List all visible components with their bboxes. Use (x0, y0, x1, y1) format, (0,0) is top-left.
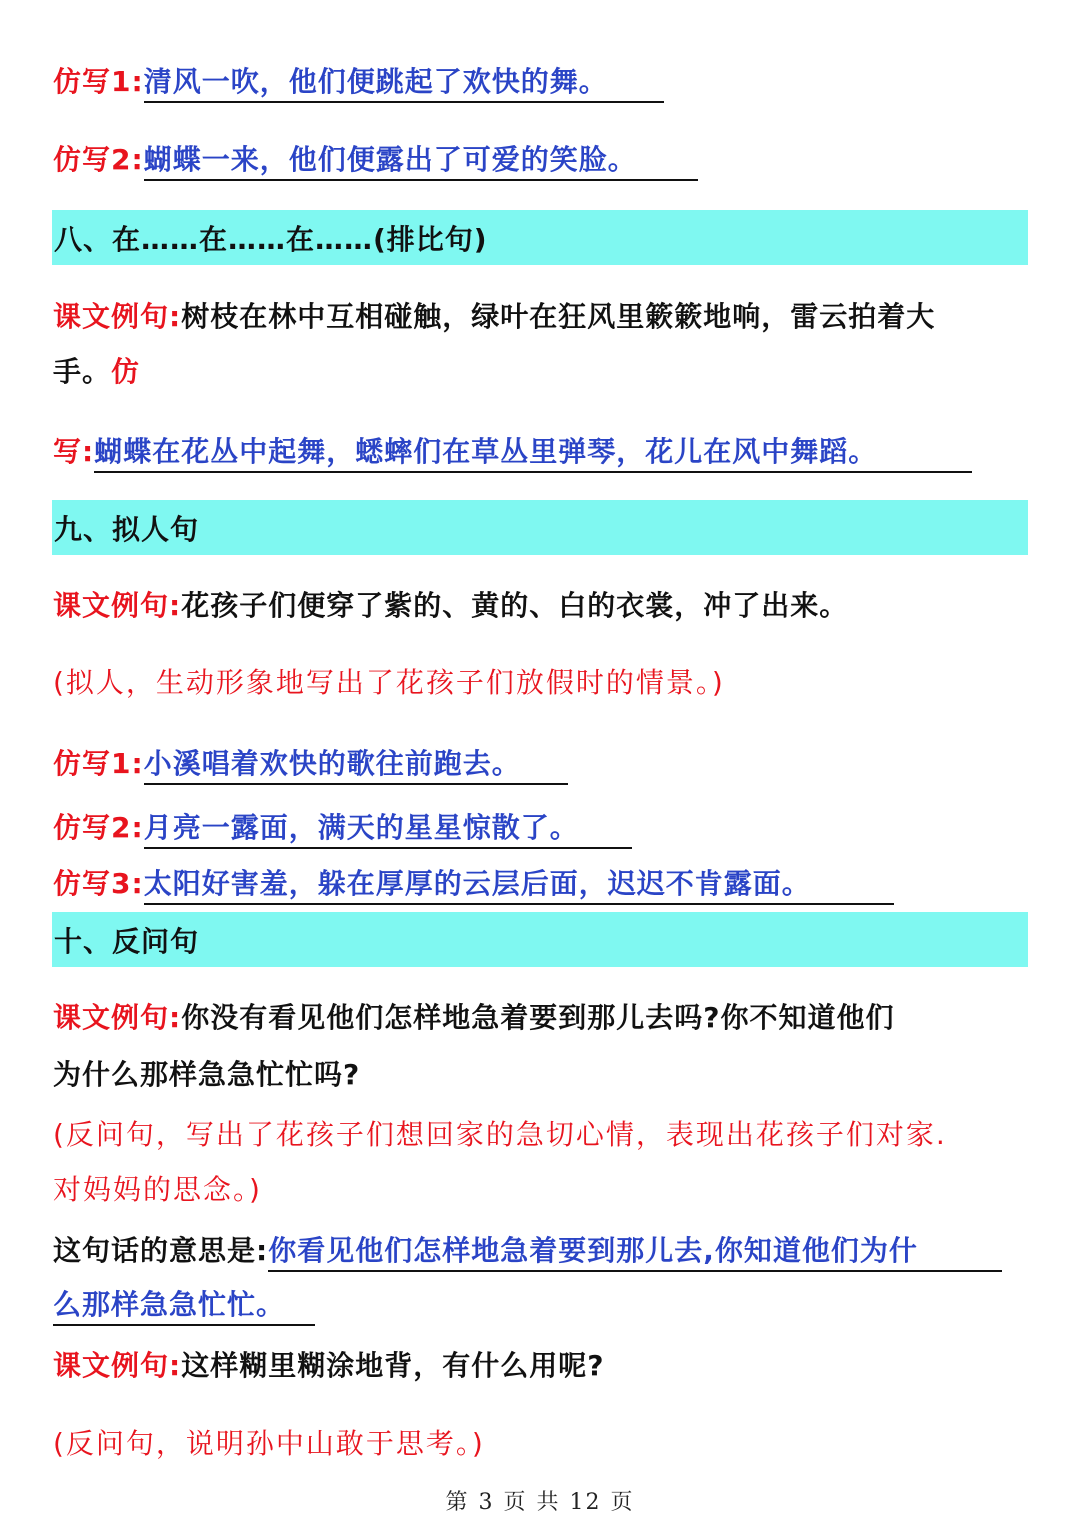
example-8-line-2 (53, 352, 140, 392)
imitation-label: 仿写2: (53, 143, 144, 176)
page-number: 第 3 页 共 12 页 (445, 1490, 635, 1515)
example-11-line (53, 1346, 604, 1386)
imitation-answer: 蝴蝶一来，他们便露出了可爱的笑脸。 (144, 141, 698, 181)
imitation-answer: 清风一吹，他们便跳起了欢快的舞。 (144, 63, 664, 103)
imitation-label: 仿写1: (53, 747, 144, 780)
section-10-header (52, 912, 1028, 967)
section-title: 九、拟人句 (54, 512, 200, 546)
imitation-9-1-line (53, 744, 568, 785)
example-label: 课文例句: (53, 589, 182, 622)
example-11-note: (反问句，说明孙中山敢于思考。) (53, 1427, 485, 1460)
example-text: 为什么那样急急忙忙吗? (53, 1058, 361, 1091)
example-label: 课文例句: (53, 1001, 182, 1034)
example-10-line-2 (53, 1055, 360, 1095)
imitation-label: 仿 (111, 355, 141, 388)
imitation-label: 仿写3: (53, 867, 144, 900)
imitation-answer: 蝴蝶在花丛中起舞，蟋蟀们在草丛里弹琴，花儿在风中舞蹈。 (94, 433, 972, 473)
example-10-line-1 (53, 998, 894, 1038)
section-9-header (52, 500, 1028, 555)
imitation-answer: 小溪唱着欢快的歌往前跑去。 (144, 745, 568, 785)
imitation-9-3-line (53, 864, 894, 905)
section-title: 八、在……在……在……(排比句) (54, 222, 488, 256)
imitation-answer: 月亮一露面，满天的星星惊散了。 (144, 809, 632, 849)
imitation-2-line (53, 140, 698, 181)
section-8-header (52, 210, 1028, 265)
example-text: 花孩子们便穿了紫的、黄的、白的衣裳，冲了出来。 (181, 589, 849, 622)
meaning-answer: 么那样急急忙忙。 (53, 1286, 315, 1326)
example-10-note-2: 对妈妈的思念。) (53, 1173, 262, 1206)
imitation-answer: 太阳好害羞，躲在厚厚的云层后面，迟迟不肯露面。 (144, 865, 894, 905)
section-title: 十、反问句 (54, 924, 200, 958)
example-8-answer-line (53, 432, 972, 473)
example-10-note-1: (反问句，写出了花孩子们想回家的急切心情，表现出花孩子们对家. (53, 1118, 947, 1151)
imitation-label: 仿写2: (53, 811, 144, 844)
example-text: 手。 (53, 355, 112, 388)
meaning-label: 这句话的意思是: (53, 1234, 269, 1267)
meaning-line-2 (53, 1285, 315, 1326)
example-text: 你没有看见他们怎样地急着要到那儿去吗?你不知道他们 (181, 1001, 895, 1034)
example-label: 课文例句: (53, 1349, 182, 1382)
meaning-line-1 (53, 1231, 1002, 1272)
example-text: 这样糊里糊涂地背，有什么用呢? (181, 1349, 605, 1382)
example-8-line-1 (53, 297, 935, 337)
example-label: 课文例句: (53, 300, 182, 333)
imitation-label: 仿写1: (53, 65, 144, 98)
imitation-1-line (53, 62, 664, 103)
example-9-note: (拟人，生动形象地写出了花孩子们放假时的情景。) (53, 666, 725, 699)
example-9-line (53, 586, 848, 626)
example-text: 树枝在林中互相碰触，绿叶在狂风里簌簌地响，雷云拍着大 (181, 300, 936, 333)
meaning-answer: 你看见他们怎样地急着要到那儿去,你知道他们为什 (268, 1232, 1002, 1272)
imitation-9-2-line (53, 808, 632, 849)
imitation-label: 写: (53, 435, 95, 468)
